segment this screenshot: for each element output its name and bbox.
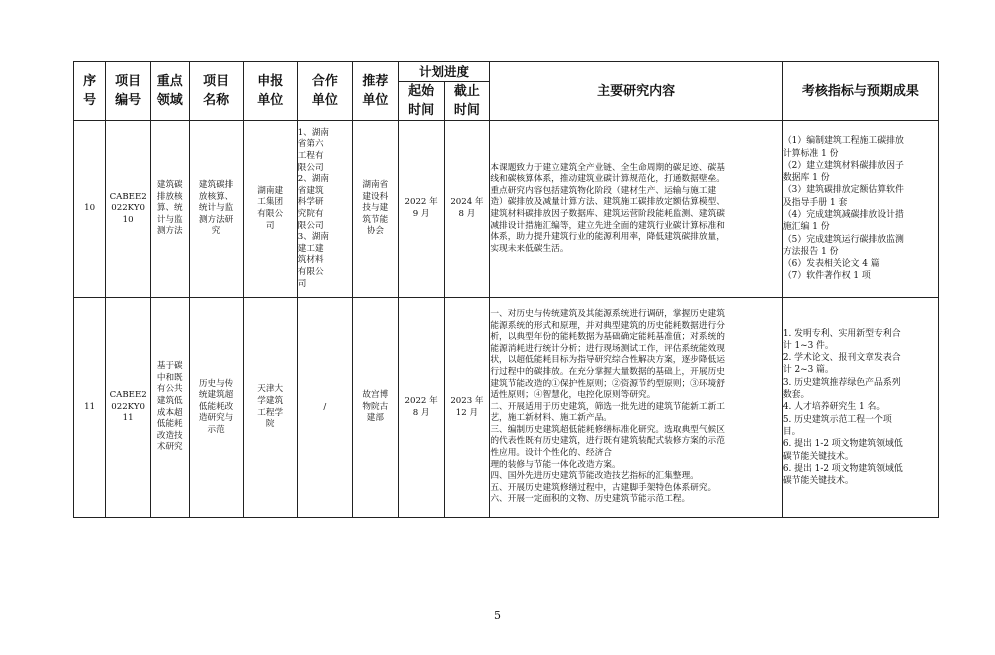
- text-line: 时间: [453, 103, 480, 118]
- text-line: 二、开展适用于历史建筑，筛选一批先进的建筑节能新工新工: [490, 401, 725, 412]
- text-line: 有限公: [297, 266, 324, 277]
- text-line: 统计与监: [198, 203, 234, 214]
- text-line: 减排设计措施汇编等，建立先进全面的建筑行业碳计算标准和: [490, 220, 725, 231]
- cell-name: [189, 298, 243, 518]
- header-plan: 计划进度: [398, 62, 490, 82]
- text-line: 四、国外先进历史建筑节能改造技艺指标的汇集整理。: [490, 471, 699, 482]
- text-line: 中和既: [156, 372, 183, 383]
- text-line: 艺，施工新材料、施工新产品。: [490, 413, 612, 424]
- text-line: 统建筑超: [198, 390, 234, 401]
- text-line: 物院古: [362, 401, 389, 412]
- text-line: 3. 历史建筑推荐绿色产品系列: [782, 377, 901, 388]
- header-code: [106, 62, 151, 121]
- text-line: 行过程中的碳排放。在充分掌握大量数据的基础上，开展历史: [490, 366, 725, 377]
- text-line: 2022 年: [404, 197, 438, 208]
- text-line: 11: [122, 413, 134, 424]
- text-line: 基于碳: [156, 361, 183, 372]
- text-line: 析，以典型年份的能耗数据为基础确定能耗基准值；对系统的: [490, 332, 725, 343]
- text-line: （4）完成建筑减碳排放设计措: [782, 210, 904, 220]
- text-line: 建筑碳排: [198, 180, 234, 191]
- text-line: 建工建: [297, 243, 324, 254]
- text-line: 4. 人才培养研究生 1 名。: [782, 402, 886, 413]
- cell-content: [490, 121, 782, 298]
- cell-end: [444, 298, 490, 518]
- table-row: [74, 298, 939, 518]
- text-line: 碳节能关键技术。: [782, 476, 854, 487]
- text-line: 3、湖南: [297, 232, 330, 243]
- text-line: 改造技: [156, 430, 183, 441]
- cell-seq: 11: [74, 298, 106, 518]
- text-line: 时间: [408, 103, 435, 118]
- text-line: 造）碳排放及减量计算方法、建筑施工碳排放定额估算模型、: [490, 197, 725, 208]
- text-line: 测方法研: [198, 214, 234, 225]
- text-line: （5）完成建筑运行碳排放监测: [782, 234, 904, 245]
- header-name: [189, 62, 243, 121]
- text-line: 测方法: [156, 226, 183, 237]
- text-line: 低能耗: [156, 419, 183, 430]
- text-line: 重点: [156, 74, 183, 89]
- text-line: 历史与传: [198, 378, 234, 389]
- text-line: 放核算、: [198, 191, 234, 202]
- header-field: [151, 62, 190, 121]
- text-line: 协会: [366, 226, 384, 237]
- text-line: 省建筑: [297, 185, 324, 196]
- text-line: （1）编制建筑工程施工碳排放: [782, 136, 904, 147]
- text-line: 2022 年: [404, 395, 438, 406]
- text-line: 单位: [311, 93, 338, 108]
- text-line: 六、开展一定面积的文物、历史建筑节能示范工程。: [490, 494, 691, 505]
- header-content: 主要研究内容: [490, 62, 782, 121]
- text-line: 推荐: [362, 74, 389, 89]
- text-line: 学建筑: [257, 395, 284, 406]
- text-line: 成本超: [156, 407, 183, 418]
- text-line: 5. 历史建筑示范工程一个项: [782, 414, 892, 425]
- text-line: 碳节能关键技术。: [782, 451, 854, 462]
- header-partner: [297, 62, 352, 121]
- text-line: 目。: [782, 426, 801, 437]
- text-line: 6. 提出 1-2 项文物建筑领域低: [782, 463, 903, 474]
- text-line: 术研究: [156, 442, 183, 453]
- text-line: 8 月: [458, 209, 476, 219]
- text-line: 计算标准 1 份: [782, 148, 839, 159]
- text-line: CABEE2: [109, 191, 147, 202]
- text-line: 工集团: [257, 197, 284, 208]
- text-line: 能源消耗进行统计分析；进行现场测试工作，评估系统能效现: [490, 343, 725, 354]
- text-line: 低能耗改: [198, 401, 234, 412]
- text-line: 有公共: [156, 384, 183, 395]
- text-line: 2. 学术论文、报刊文章发表合: [782, 353, 901, 364]
- cell-code: [106, 298, 151, 518]
- text-line: 科学研: [297, 197, 324, 208]
- cell-metrics: [782, 298, 938, 518]
- cell-unit: [243, 121, 297, 298]
- text-line: 工程学: [257, 407, 284, 418]
- project-table: [73, 61, 939, 518]
- text-line: 司: [265, 220, 275, 231]
- text-line: 2、湖南: [297, 174, 330, 185]
- text-line: 天津大: [257, 384, 284, 395]
- text-line: 计与监: [156, 214, 183, 225]
- text-line: 建筑低: [156, 395, 183, 406]
- text-line: 申报: [257, 74, 284, 89]
- cell-content: [490, 298, 782, 518]
- text-line: 022KY0: [111, 203, 145, 214]
- text-line: 筑节能: [362, 214, 389, 225]
- text-line: 单位: [257, 93, 284, 108]
- header-start: [398, 82, 444, 121]
- text-line: 9 月: [412, 209, 430, 219]
- text-line: 截止: [453, 84, 480, 99]
- page-number: 5: [494, 609, 501, 622]
- text-line: （3）建筑碳排放定额估算软件: [782, 185, 904, 196]
- text-line: 6. 提出 1-2 项文物建筑领域低: [782, 439, 903, 450]
- cell-unit: [243, 298, 297, 518]
- text-line: 院: [265, 419, 275, 430]
- text-line: 实现未来低碳生活。: [490, 243, 569, 254]
- text-line: 故宫博: [362, 390, 389, 401]
- text-line: 状，以超低能耗目标为指导研究综合性解决方案，逐步降低运: [490, 355, 725, 366]
- text-line: 的代表性既有历史建筑，进行既有建筑装配式装修方案的示范: [490, 436, 725, 447]
- text-line: 究院有: [297, 209, 324, 219]
- text-line: 重点研究内容包括建筑物化阶段（建材生产、运输与施工建: [490, 185, 717, 196]
- text-line: 建筑材料碳排放因子数据库、建筑运营阶段能耗监测、建筑碳: [490, 209, 725, 219]
- text-line: 号: [83, 93, 97, 108]
- cell-code: [106, 121, 151, 298]
- text-line: 一、对历史与传统建筑及其能源系统进行调研，掌握历史建筑: [490, 308, 725, 319]
- text-line: 领域: [156, 93, 183, 108]
- text-line: 能源系统的形式和原理，并对典型建筑的历史能耗数据进行分: [490, 320, 725, 331]
- text-line: （7）软件著作权 1 项: [782, 271, 871, 282]
- text-line: 司: [297, 278, 307, 289]
- text-line: 项目: [115, 74, 142, 89]
- cell-partner: [297, 121, 352, 298]
- text-line: 建设科: [362, 191, 389, 202]
- text-line: 省第六: [297, 139, 324, 150]
- text-line: 性应用。设计个性化的、经济合: [490, 448, 612, 459]
- text-line: 限公司: [297, 220, 324, 231]
- text-line: 技与建: [362, 203, 389, 214]
- text-line: 示范: [207, 424, 225, 435]
- text-line: 2023 年: [450, 395, 484, 406]
- text-line: 计 1~3 件。: [782, 340, 834, 351]
- text-line: 合作: [311, 74, 338, 89]
- text-line: 湖南建: [257, 185, 284, 196]
- header-recommend: [352, 62, 398, 121]
- text-line: 项目: [203, 74, 230, 89]
- cell-metrics: [782, 121, 938, 298]
- text-line: 1、湖南: [297, 127, 330, 138]
- cell-recommend: [352, 121, 398, 298]
- header-seq: [74, 62, 106, 121]
- text-line: 序: [83, 74, 97, 89]
- text-line: 数据库 1 份: [782, 173, 830, 184]
- cell-start: [398, 298, 444, 518]
- cell-field: [151, 298, 190, 518]
- text-line: CABEE2: [109, 390, 147, 401]
- cell-end: [444, 121, 490, 298]
- text-line: 起始: [408, 84, 435, 99]
- text-line: 五、开展历史建筑修缮过程中，古建脚手架特色体系研究。: [490, 482, 717, 493]
- text-line: 体系，助力提升建筑行业的能源利用率，降低建筑碳排放量，: [490, 232, 725, 243]
- text-line: 湖南省: [362, 180, 389, 191]
- text-line: 2024 年: [450, 197, 484, 208]
- text-line: 1. 发明专利、实用新型专利合: [782, 328, 901, 339]
- text-line: 数套。: [782, 390, 810, 401]
- text-line: 工程有: [297, 151, 324, 162]
- text-line: 8 月: [412, 407, 430, 418]
- text-line: 编号: [115, 93, 142, 108]
- text-line: 名称: [203, 93, 230, 108]
- text-line: 建部: [366, 413, 384, 424]
- header-end: [444, 82, 490, 121]
- text-line: 12 月: [455, 407, 479, 418]
- text-line: 有限公: [257, 209, 284, 219]
- header-unit: [243, 62, 297, 121]
- text-line: 排放核: [156, 191, 183, 202]
- text-line: 建筑节能改造的①保护性原则；②资源节约型原则；③环境舒: [490, 378, 725, 389]
- cell-start: [398, 121, 444, 298]
- text-line: 单位: [362, 93, 389, 108]
- text-line: 022KY0: [111, 401, 145, 412]
- text-line: 究: [211, 226, 221, 237]
- text-line: 及指导手册 1 套: [782, 197, 848, 208]
- text-line: 施汇编 1 份: [782, 222, 830, 233]
- text-line: 适性原则；④智慧化，电控化原则等研究。: [490, 390, 656, 401]
- text-line: （2）建立建筑材料碳排放因子: [782, 160, 904, 171]
- text-line: 建筑碳: [156, 180, 183, 191]
- cell-seq: 10: [74, 121, 106, 298]
- text-line: 理的装修与节能一体化改造方案。: [490, 459, 621, 470]
- text-line: 本课题致力于建立建筑全产业链、全生命周期的碳足迹、碳基: [490, 162, 725, 173]
- text-line: 筑材料: [297, 255, 324, 266]
- text-line: 10: [122, 214, 134, 225]
- text-line: （6）发表相关论文 4 篇: [782, 259, 880, 270]
- text-line: 三、编制历史建筑超低能耗修缮标准化研究。选取典型气候区: [490, 424, 725, 435]
- text-line: 算、统: [156, 203, 183, 214]
- cell-name: [189, 121, 243, 298]
- text-line: 造研究与: [198, 413, 234, 424]
- text-line: 线和碳核算体系，推动建筑业碳计算规范化，打通数据壁垒。: [490, 174, 725, 185]
- cell-field: [151, 121, 190, 298]
- header-metrics: 考核指标与预期成果: [782, 62, 938, 121]
- table-row: [74, 121, 939, 298]
- text-line: 限公司: [297, 162, 324, 173]
- cell-partner: /: [297, 298, 352, 518]
- text-line: 计 2~3 篇。: [782, 365, 834, 376]
- cell-recommend: [352, 298, 398, 518]
- text-line: 方法报告 1 份: [782, 246, 839, 257]
